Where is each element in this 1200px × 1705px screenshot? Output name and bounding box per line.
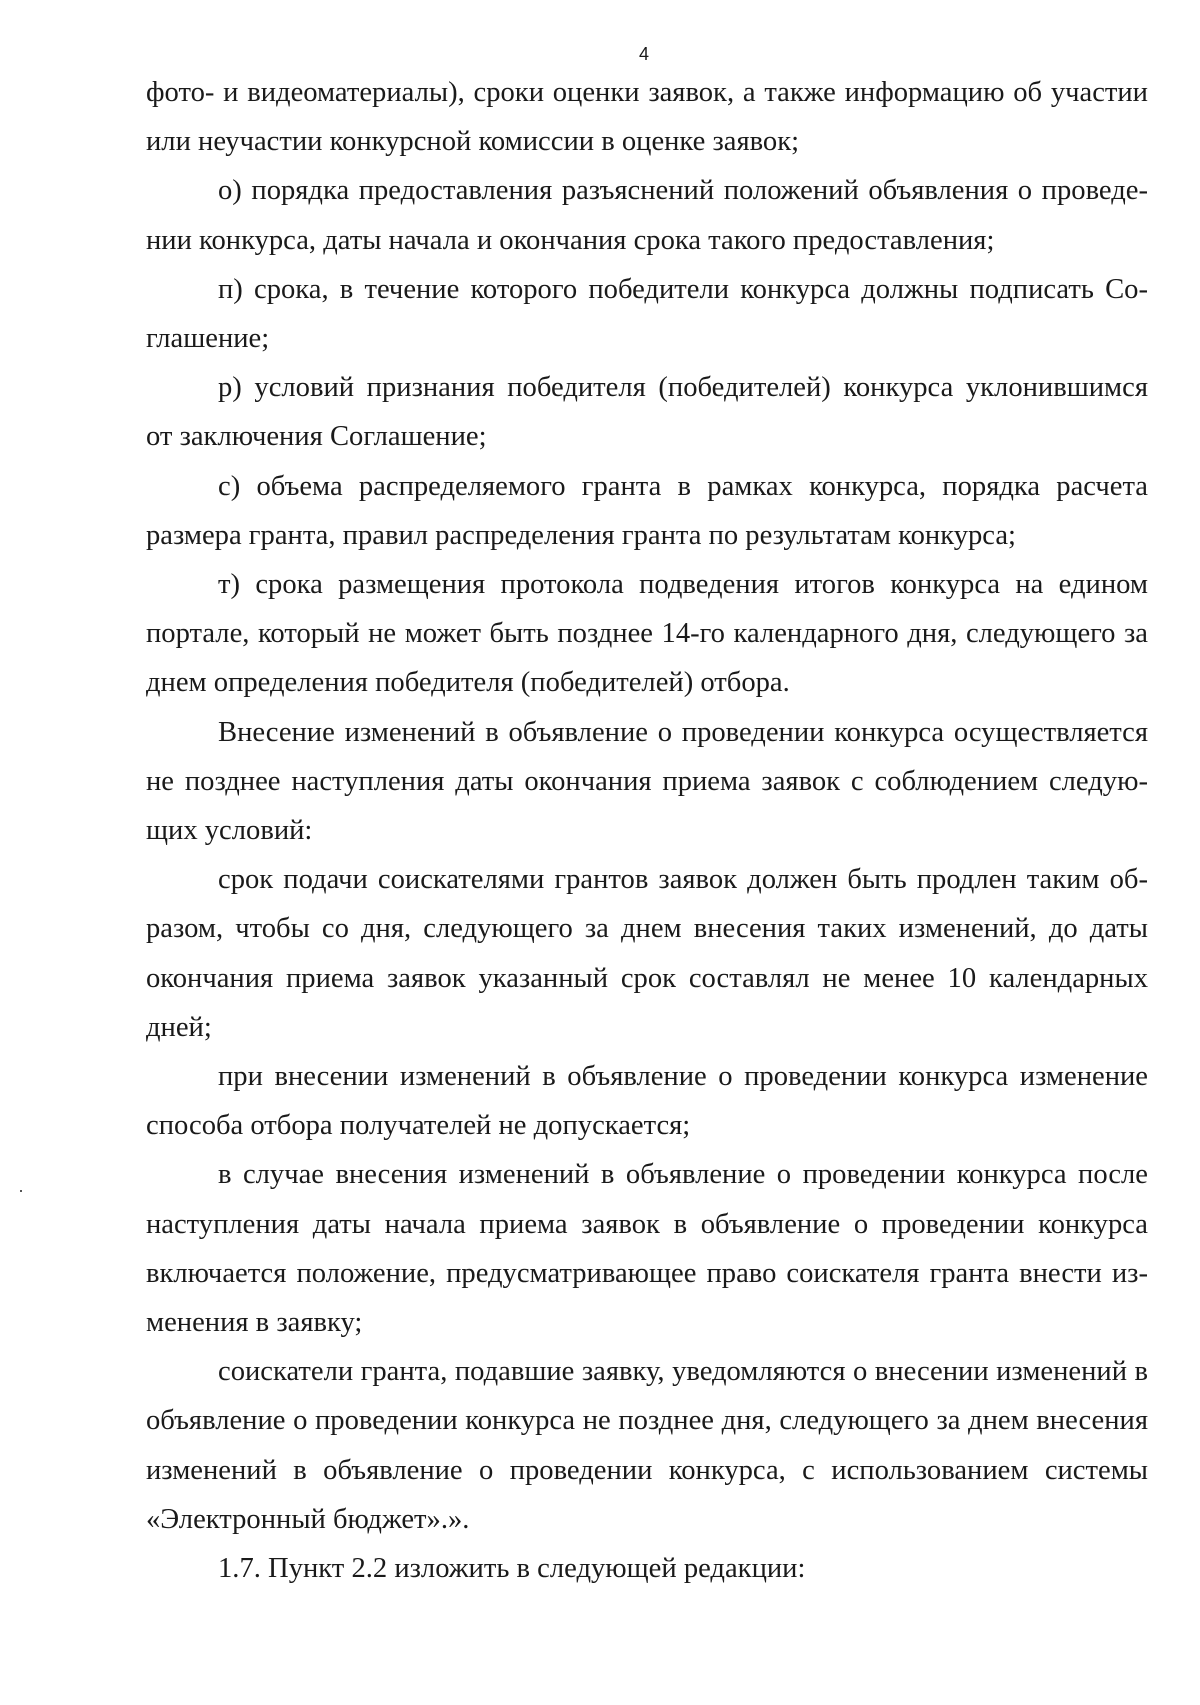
paragraph-continuation: фото- и видеоматериалы), сроки оценки заявок, а также информацию об участии или неучастии конкурсной комиссии в оценке заявок; xyxy=(146,77,1148,158)
paragraph-item-p: п) срока, в течение которого победители конкурса должны подписать Соглашение; xyxy=(146,273,1148,355)
paragraph-amendments-intro: Внесение изменений в объявление о проведении конкурса осуществляется не позднее наступления даты окончания приема заявок с соблюдением следующих условий: xyxy=(146,716,1148,847)
page-number: 4 xyxy=(638,44,649,64)
scan-speck xyxy=(20,1190,22,1192)
paragraph-item-o: о) порядка предоставления разъяснений положений объявления о проведении конкурса, даты начала и окончания срока такого предоставления; xyxy=(146,175,1148,256)
paragraph-item-t: т) срока размещения протокола подведения итогов конкурса на едином портале, который не может быть позднее 14-го календарного дня, следующего за днем определения победителя (победителей) отбора. xyxy=(146,569,1148,699)
paragraph-item-s: с) объема распределяемого гранта в рамках конкурса, порядка расчета размера гранта, правил распределения гранта по результатам конкурса; xyxy=(146,470,1148,551)
paragraph-condition-right: в случае внесения изменений в объявление о проведении конкурса после наступления даты начала приема заявок в объявление о проведении конкурса включается положение, предусматривающее право соискателя гранта внести изменения в заявку; xyxy=(146,1159,1148,1339)
paragraph-condition-notification: соискатели гранта, подавшие заявку, уведомляются о внесении изменений в объявление о проведении конкурса не позднее дня, следующего за днем внесения изменений в объявление о проведении конкурса, с использованием системы «Электронный бюджет».». xyxy=(146,1356,1148,1535)
paragraph-condition-method: при внесении изменений в объявление о проведении конкурса изменение способа отбора получателей не допускается; xyxy=(146,1061,1148,1142)
document-body xyxy=(146,68,1148,1593)
paragraph-item-r: р) условий признания победителя (победителей) конкурса уклонившимся от заключения Соглашение; xyxy=(146,372,1148,453)
paragraph-clause-1-7: 1.7. Пункт 2.2 изложить в следующей редакции: xyxy=(218,1553,806,1585)
paragraph-condition-deadline: срок подачи соискателями грантов заявок должен быть продлен таким образом, чтобы со дня, следующего за днем внесения таких изменений, до даты окончания приема заявок указанный срок составлял не менее 10 календарных дней; xyxy=(146,864,1148,1043)
